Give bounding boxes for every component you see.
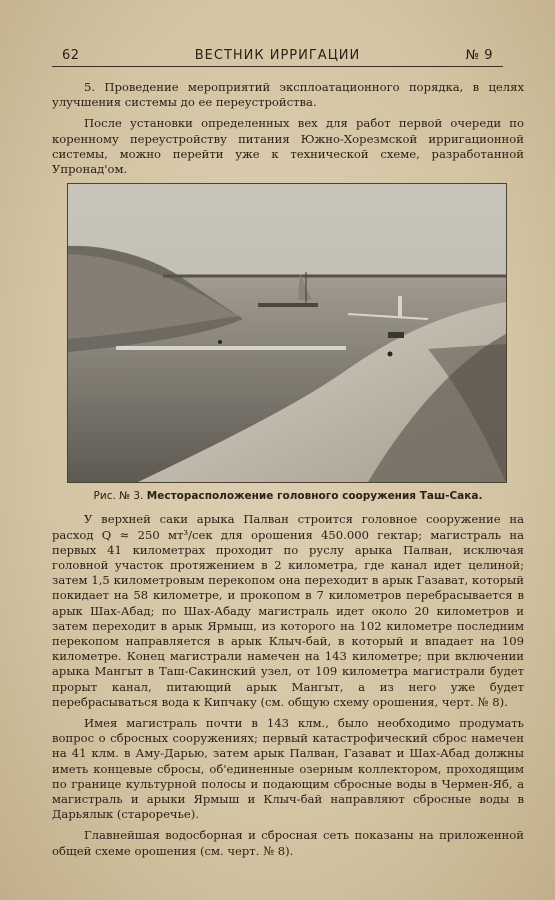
journal-title: ВЕСТНИК ИРРИГАЦИИ [194,48,361,63]
running-header [52,46,503,67]
caption-title: Месторасположение головного сооружения Таш-Сака. [146,490,483,503]
paragraph: Имея магистраль почти в 143 клм., было необходимо продумать вопрос о сбросных сооружениях; первый катастрофический сброс намечен на 41 клм. в Аму-Дарью, затем арык Палван, Газават и Шах-Абад должны иметь концевые сбросы, об'единенные озерным коллектором, проходящим по границе культурной полосы и подающим сбросные воды в Чермен-Яб, а магистраль и арыки Ярмыш и Клыч-бай направляют сбросные воды в Дарьялык (староречье). [52,716,524,822]
article-body [52,80,524,865]
paragraph: У верхней саки арыка Палван строится головное сооружение на расход Q ≈ 250 мт³/сек для орошения 450.000 гектар; магистраль на первых 41 километрах проходит по руслу арыка Палван, исключая головной участок протяжением в 2 километра, где канал идет целиной; затем 1,5 километровым перекопом она переходит в арык Газават, который покидает на 58 километре, и прокопом в 7 километров перебрасывается в арык Шах-Абад; по Шах-Абаду магистраль идет около 20 километров и затем переходит в арык Ярмыш, из которого на 102 километре последним перекопом направляется в арык Клыч-бай, в который и впадает на 109 километре. Конец магистрали намечен на 143 километре; при включении арыка Мангыт в Таш-Сакинский узел, от 109 километра магистрали будет прорыт канал, питающий арык Мангыт, а из него уже будет перебрасываться вода к Кипчаку (см. общую схему орошения, черт. № 8). [52,512,524,709]
page-number: 62 [62,48,80,63]
paragraph: Главнейшая водосборная и сбросная сеть показаны на приложенной общей схеме орошения (см. черт. № 8). [52,828,524,858]
caption-prefix: Рис. № 3. [93,490,144,503]
figure-caption [52,489,524,504]
paragraph: 5. Проведение мероприятий эксплоатационного порядка, в целях улучшения системы до ее переустройства. [52,80,524,110]
issue-number: № 9 [465,48,493,63]
headworks-photograph [67,183,507,483]
paragraph: После установки определенных вех для работ первой очереди по коренному переустройству питания Южно-Хорезмской ирригационной системы, можно перейти уже к технической схеме, разработанной Упронад'ом. [52,116,524,177]
